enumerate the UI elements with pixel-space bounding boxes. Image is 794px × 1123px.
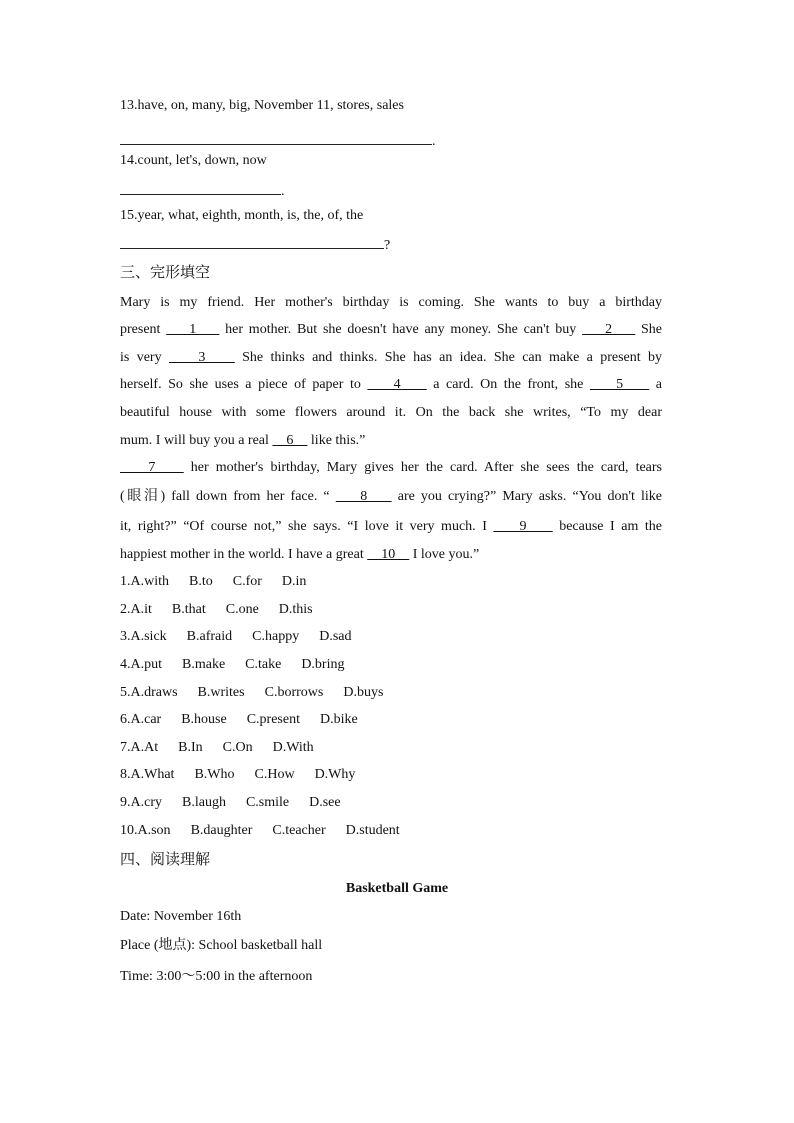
option-choice[interactable]: C.one: [225, 602, 259, 617]
option-row: [120, 711, 358, 729]
cloze-blank[interactable]: 8: [335, 489, 392, 504]
option-choice[interactable]: B.afraid: [186, 629, 233, 644]
reading-time: Time: 3:00～5:00 in the afternoon: [120, 969, 313, 984]
answer-blank[interactable]: [120, 180, 281, 195]
option-choice[interactable]: D.bike: [319, 712, 358, 727]
question-15: 15.year, what, eighth, month, is, the, of, the: [120, 208, 364, 223]
cloze-blank[interactable]: 7: [120, 460, 184, 475]
cloze-blank[interactable]: 9: [493, 519, 553, 534]
cloze-blank[interactable]: 6: [272, 433, 308, 448]
option-choice[interactable]: 8.A.What: [120, 767, 175, 782]
option-choice[interactable]: 9.A.cry: [120, 795, 162, 810]
option-row: [120, 684, 383, 702]
option-choice[interactable]: B.that: [171, 602, 206, 617]
cloze-blank[interactable]: 5: [589, 377, 650, 392]
cloze-line: [120, 376, 662, 394]
cloze-text: present: [120, 322, 167, 337]
option-choice[interactable]: 7.A.At: [120, 740, 159, 755]
cloze-text: her mother. But she doesn't have any money. She can't buy: [219, 322, 583, 337]
question-13: 13.have, on, many, big, November 11, stores, sales: [120, 98, 404, 113]
option-choice[interactable]: B.make: [182, 657, 226, 672]
section-heading-reading: 四、阅读理解: [120, 850, 211, 868]
option-choice[interactable]: C.take: [245, 657, 282, 672]
option-choice[interactable]: B.writes: [197, 685, 245, 700]
cloze-text: happiest mother in the world. I have a great: [120, 547, 368, 562]
option-choice[interactable]: C.teacher: [272, 823, 326, 838]
reading-date: Date: November 16th: [120, 909, 242, 924]
cloze-blank[interactable]: 10: [367, 547, 410, 562]
option-row: [120, 656, 344, 674]
cloze-text: a card. On the front, she: [426, 377, 590, 392]
cloze-blank[interactable]: 2: [582, 322, 636, 337]
option-choice[interactable]: C.happy: [252, 629, 300, 644]
cloze-text: her mother's birthday, Mary gives her the card. After she sees the card, tears: [183, 460, 662, 475]
cloze-text: (眼泪) fall down from her face. “: [120, 489, 336, 504]
cloze-line: [120, 459, 662, 477]
answer-blank[interactable]: [120, 130, 432, 145]
cloze-blank[interactable]: 4: [367, 377, 427, 392]
option-row: [120, 628, 352, 646]
option-choice[interactable]: D.in: [281, 574, 307, 589]
option-choice[interactable]: D.buys: [343, 685, 384, 700]
option-choice[interactable]: C.borrows: [264, 685, 324, 700]
answer-line-14: .: [120, 180, 285, 201]
option-choice[interactable]: 4.A.put: [120, 657, 162, 672]
cloze-line: [120, 518, 662, 536]
section-heading-cloze: 三、完形填空: [120, 263, 211, 281]
option-choice[interactable]: D.bring: [301, 657, 345, 672]
option-choice[interactable]: B.house: [181, 712, 227, 727]
cloze-text: She thinks and thinks. She has an idea. She can make a present by: [234, 350, 663, 365]
option-choice[interactable]: B.daughter: [190, 823, 253, 838]
option-choice[interactable]: C.On: [222, 740, 253, 755]
option-choice[interactable]: 1.A.with: [120, 574, 169, 589]
option-choice[interactable]: C.smile: [245, 795, 290, 810]
option-choice[interactable]: D.Why: [314, 767, 356, 782]
option-choice[interactable]: 10.A.son: [120, 823, 171, 838]
cloze-text: because I am the: [552, 519, 662, 534]
option-row: [120, 766, 355, 784]
option-choice[interactable]: D.see: [309, 795, 341, 810]
cloze-text: herself. So she uses a piece of paper to: [120, 377, 368, 392]
option-choice[interactable]: 2.A.it: [120, 602, 152, 617]
reading-title: Basketball Game: [345, 881, 449, 896]
option-choice[interactable]: 5.A.draws: [120, 685, 178, 700]
cloze-line: [120, 546, 662, 564]
cloze-line: [120, 294, 662, 312]
option-choice[interactable]: C.present: [246, 712, 300, 727]
cloze-blank[interactable]: 3: [168, 350, 235, 365]
answer-line-13: .: [120, 130, 436, 151]
option-row: [120, 739, 314, 757]
cloze-text: beautiful house with some flowers around it. On the back she writes, “To my dear: [120, 405, 662, 420]
option-choice[interactable]: D.this: [278, 602, 313, 617]
option-choice[interactable]: 3.A.sick: [120, 629, 167, 644]
option-choice[interactable]: D.With: [272, 740, 314, 755]
cloze-text: mum. I will buy you a real: [120, 433, 273, 448]
option-choice[interactable]: B.laugh: [182, 795, 226, 810]
option-row: [120, 822, 400, 840]
option-choice[interactable]: B.Who: [194, 767, 235, 782]
cloze-text: are you crying?” Mary asks. “You don't like: [391, 489, 663, 504]
option-row: [120, 601, 313, 619]
option-choice[interactable]: D.sad: [319, 629, 352, 644]
cloze-blank[interactable]: 1: [166, 322, 220, 337]
cloze-text: is very: [120, 350, 169, 365]
answer-line-15: ?: [120, 234, 390, 255]
cloze-line: [120, 432, 662, 450]
cloze-line: [120, 488, 662, 506]
cloze-text: I love you.”: [409, 547, 480, 562]
reading-place: Place (地点): School basketball hall: [120, 938, 323, 953]
option-choice[interactable]: 6.A.car: [120, 712, 162, 727]
cloze-text: Mary is my friend. Her mother's birthday is coming. She wants to buy a birthday: [120, 295, 662, 310]
option-choice[interactable]: C.for: [232, 574, 262, 589]
option-choice[interactable]: C.How: [254, 767, 295, 782]
cloze-line: [120, 321, 662, 339]
question-14: 14.count, let's, down, now: [120, 153, 267, 168]
option-row: [120, 794, 341, 812]
option-choice[interactable]: D.student: [345, 823, 400, 838]
cloze-text: She: [635, 322, 663, 337]
option-choice[interactable]: B.In: [178, 740, 203, 755]
cloze-text: it, right?” “Of course not,” she says. “I love it very much. I: [120, 519, 494, 534]
answer-blank[interactable]: [120, 234, 384, 249]
cloze-text: a: [649, 377, 663, 392]
option-choice[interactable]: B.to: [189, 574, 213, 589]
option-row: [120, 573, 306, 591]
cloze-text: like this.”: [307, 433, 366, 448]
cloze-line: [120, 404, 662, 422]
cloze-line: [120, 349, 662, 367]
